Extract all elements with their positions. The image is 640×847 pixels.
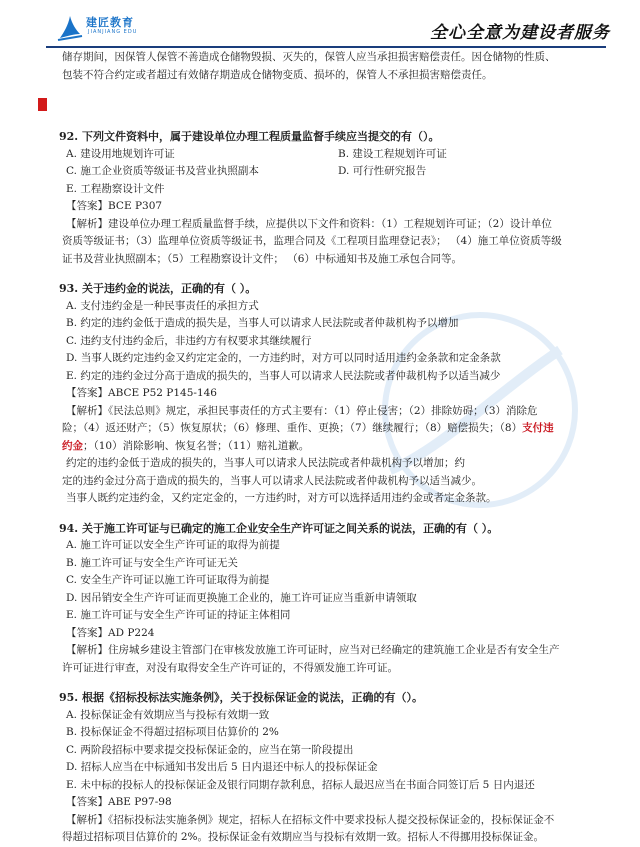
analysis-line: 得超过招标项目估算价的 2%。投标保证金有效期应当与投标有效期一致。招标人不得挪用投标保证金。 — [62, 831, 544, 843]
highlight-text: 支付违 — [522, 422, 554, 434]
analysis-text: 险；（4）返还财产；（5）恢复原状；（6）修理、重作、更换；（7）继续履行；（8）赔偿损失；（8） — [62, 422, 523, 434]
option-b: B. 建设工程规划许可证 — [338, 147, 447, 160]
option-b: B. 约定的违约金低于造成的损失是，当事人可以请求人民法院或者仲裁机构予以增加 — [66, 317, 459, 329]
option-e: E. 约定的违约金过分高于造成的损失的，当事人可以请求人民法院或者仲裁机构予以适当减少 — [66, 369, 501, 382]
analysis-line: 当事人既约定违约金，又约定定金的，一方违约时，对方可以选择适用违约金或者定金条款。 — [66, 492, 497, 504]
option-b: B. 施工许可证与安全生产许可证无关 — [66, 556, 238, 569]
analysis-line: 【解析】住房城乡建设主管部门在审核发放施工许可证时，应当对已经确定的建筑施工企业是否有安全生产 — [66, 644, 560, 656]
option-d: D. 当事人既约定违约金又约定定金的，一方违约时，对方可以同时适用违约金条款和定金条款 — [66, 352, 501, 364]
option-b: B. 投标保证金不得超过招标项目估算价的 2% — [66, 726, 279, 738]
logo — [56, 12, 176, 46]
option-c: C. 安全生产许可证以施工许可证取得为前提 — [66, 574, 270, 586]
slogan: 全心全意为建设者服务 — [430, 23, 610, 43]
answer: 【答案】AD P224 — [66, 626, 155, 639]
logo-subtext: JIANJIANG EDU — [88, 29, 138, 35]
question-92-options-row-2 — [62, 163, 610, 181]
option-a: A. 支付违约金是一种民事责任的承担方式 — [66, 299, 259, 312]
question-94-title: 94. 关于施工许可证与已确定的施工企业安全生产许可证之间关系的说法，正确的有（ ）。 — [59, 521, 499, 535]
option-c: C. 违约支付违约金后，非违约方有权要求其继续履行 — [66, 334, 312, 347]
question-92-title: 92. 下列文件资料中，属于建设单位办理工程质量监督手续应当提交的有（）。 — [59, 130, 440, 143]
page-header — [0, 0, 640, 48]
option-a: A. 建设用地规划许可证 — [66, 147, 175, 160]
analysis-line: 【解析】《招标投标法实施条例》规定，招标人在招标文件中要求投标人提交投标保证金的，投标保证金不 — [66, 813, 555, 826]
logo-icon — [56, 12, 84, 42]
analysis-line: 约定的违约金低于造成的损失的，当事人可以请求人民法院或者仲裁机构予以增加；约 — [66, 457, 465, 469]
analysis-line — [62, 420, 610, 438]
option-c: C. 两阶段招标中要求提交投标保证金的，应当在第一阶段提出 — [66, 743, 354, 756]
analysis-line: 【解析】《民法总则》规定，承担民事责任的方式主要有：（1）停止侵害；（2）排除妨碍；（3）消除危 — [66, 404, 538, 417]
document-body — [59, 49, 610, 847]
answer: 【答案】BCE P307 — [66, 200, 163, 212]
analysis-line: 资质等级证书；（3）监理单位资质等级证书，监理合同及《工程项目监理登记表》； （4）施工单位资质等级 — [62, 235, 562, 247]
analysis-text: ；（10）消除影响、恢复名誉；（11）赔礼道歉。 — [83, 439, 310, 452]
answer: 【答案】ABCE P52 P145-146 — [66, 387, 217, 399]
analysis-line: 【解析】建设单位办理工程质量监督手续，应提供以下文件和资料：（1）工程规划许可证；（2）设计单位 — [66, 217, 552, 230]
intro-line-2: 包装不符合约定或者超过有效储存期造成仓储物变质、损坏的，保管人不承担损害赔偿责任。 — [62, 68, 493, 81]
option-c: C. 施工企业资质等级证书及营业执照副本 — [66, 165, 259, 177]
analysis-line: 定的违约金过分高于造成的损失的，当事人可以请求人民法院或者仲裁机构予以适当减少。 — [62, 474, 482, 487]
question-95-title: 95. 根据《招标投标法实施条例》，关于投标保证金的说法，正确的有（）。 — [59, 691, 423, 704]
option-a: A. 投标保证金有效期应当与投标有效期一致 — [66, 708, 270, 721]
analysis-line — [62, 438, 610, 456]
answer: 【答案】ABE P97-98 — [66, 796, 172, 808]
option-d: D. 招标人应当在中标通知书发出后 5 日内退还中标人的投标保证金 — [66, 761, 378, 773]
option-a: A. 施工许可证以安全生产许可证的取得为前提 — [66, 539, 280, 551]
question-92-options-row-1 — [62, 146, 610, 164]
option-d: D. 因吊销安全生产许可证而更换施工企业的，施工许可证应当重新申请领取 — [66, 591, 417, 604]
header-rule — [46, 46, 606, 48]
highlight-text: 约金 — [62, 439, 83, 452]
analysis-line: 许可证进行审查，对没有取得安全生产许可证的，不得颁发施工许可证。 — [62, 661, 398, 674]
question-93-title: 93. 关于违约金的说法，正确的有（ ）。 — [59, 282, 257, 295]
option-e: E. 未中标的投标人的投标保证金及银行同期存款利息，招标人最迟应当在书面合同签订后 5 日内退还 — [66, 778, 535, 791]
red-marker — [38, 98, 47, 111]
option-e: E. 施工许可证与安全生产许可证的持证主体相同 — [66, 609, 291, 621]
analysis-line: 证书及营业执照副本；（5）工程勘察设计文件； （6）中标通知书及施工承包合同等。 — [62, 252, 462, 265]
intro-line-1: 储存期间，因保管人保管不善造成仓储物毁损、灭失的，保管人应当承担损害赔偿责任。因仓储物的性质、 — [62, 51, 556, 63]
option-e: E. 工程勘察设计文件 — [66, 182, 165, 195]
logo-text: 建匠教育 — [86, 16, 134, 29]
option-d: D. 可行性研究报告 — [338, 165, 427, 177]
